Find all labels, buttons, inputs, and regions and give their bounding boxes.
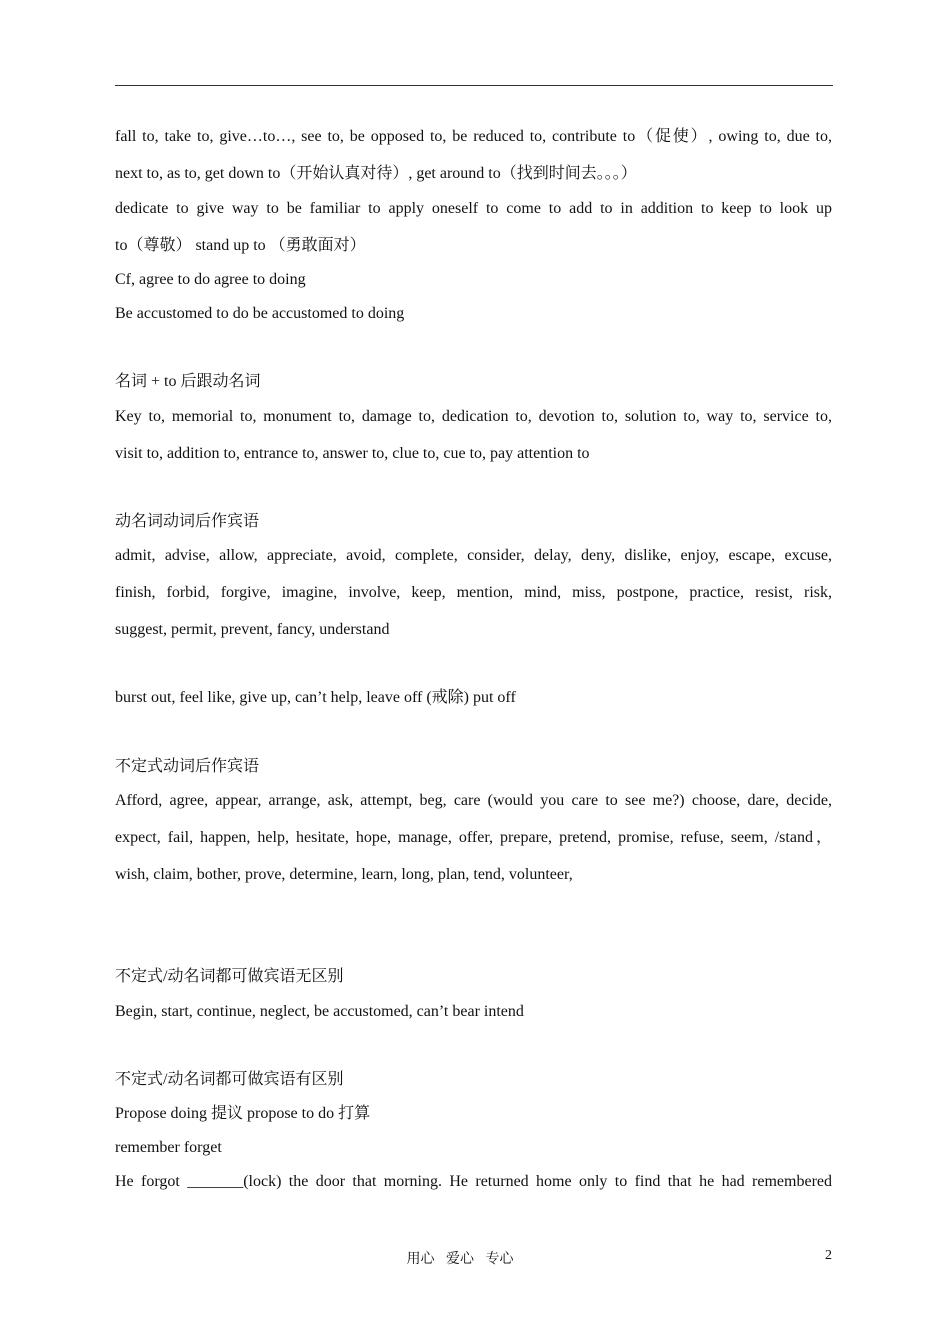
text-line-3: dedicate to give way to be familiar to apply oneself to come to add to in addition to keep to look up [115, 200, 832, 217]
page-number: 2 [825, 1248, 832, 1263]
section-heading-with-difference: 不定式/动名词都可做宾语有区别 [115, 1071, 344, 1088]
text-line-22: Propose doing 提议 propose to do 打算 [115, 1105, 371, 1122]
text-line-17: expect, fail, happen, help, hesitate, hope, manage, offer, prepare, pretend, promise, refuse, seem, /stand， [115, 829, 833, 846]
section-heading-gerund-object: 动名词动词后作宾语 [115, 513, 260, 530]
text-line-18: wish, claim, bother, prove, determine, learn, long, plan, tend, volunteer, [115, 866, 573, 883]
text-line-5: Cf, agree to do agree to doing [115, 271, 306, 288]
text-line-14: burst out, feel like, give up, can’t help, leave off (戒除) put off [115, 689, 516, 706]
text-line-9: visit to, addition to, entrance to, answer to, clue to, cue to, pay attention to [115, 445, 590, 462]
text-line-23: remember forget [115, 1139, 222, 1156]
text-line-1: fall to, take to, give…to…, see to, be opposed to, be reduced to, contribute to（促使）, owing to, due to, [115, 128, 832, 145]
text-line-2: next to, as to, get down to（开始认真对待）, get around to（找到时间去。。。） [115, 165, 637, 182]
text-line-11: admit, advise, allow, appreciate, avoid, complete, consider, delay, deny, dislike, enjoy, escape, excuse, [115, 547, 832, 564]
text-line-6: Be accustomed to do be accustomed to doing [115, 305, 405, 322]
text-line-13: suggest, permit, prevent, fancy, understand [115, 621, 390, 638]
section-heading-noun-to: 名词 + to 后跟动名词 [115, 373, 261, 390]
footer-motto: 用心 爱心 专心 [406, 1252, 514, 1267]
text-line-4: to（尊敬） stand up to （勇敢面对） [115, 237, 366, 254]
section-heading-no-difference: 不定式/动名词都可做宾语无区别 [115, 968, 344, 985]
text-line-8: Key to, memorial to, monument to, damage to, dedication to, devotion to, solution to, way to, service to, [115, 408, 832, 425]
section-heading-infinitive-object: 不定式动词后作宾语 [115, 758, 260, 775]
text-line-16: Afford, agree, appear, arrange, ask, attempt, beg, care (would you care to see me?) choose, dare, decide, [115, 792, 832, 809]
text-line-20: Begin, start, continue, neglect, be accustomed, can’t bear intend [115, 1003, 524, 1020]
text-line-24: He forgot _______(lock) the door that morning. He returned home only to find that he had remembered [115, 1173, 832, 1190]
text-line-12: finish, forbid, forgive, imagine, involve, keep, mention, mind, miss, postpone, practice, resist, risk, [115, 584, 832, 601]
header-rule [115, 85, 833, 86]
